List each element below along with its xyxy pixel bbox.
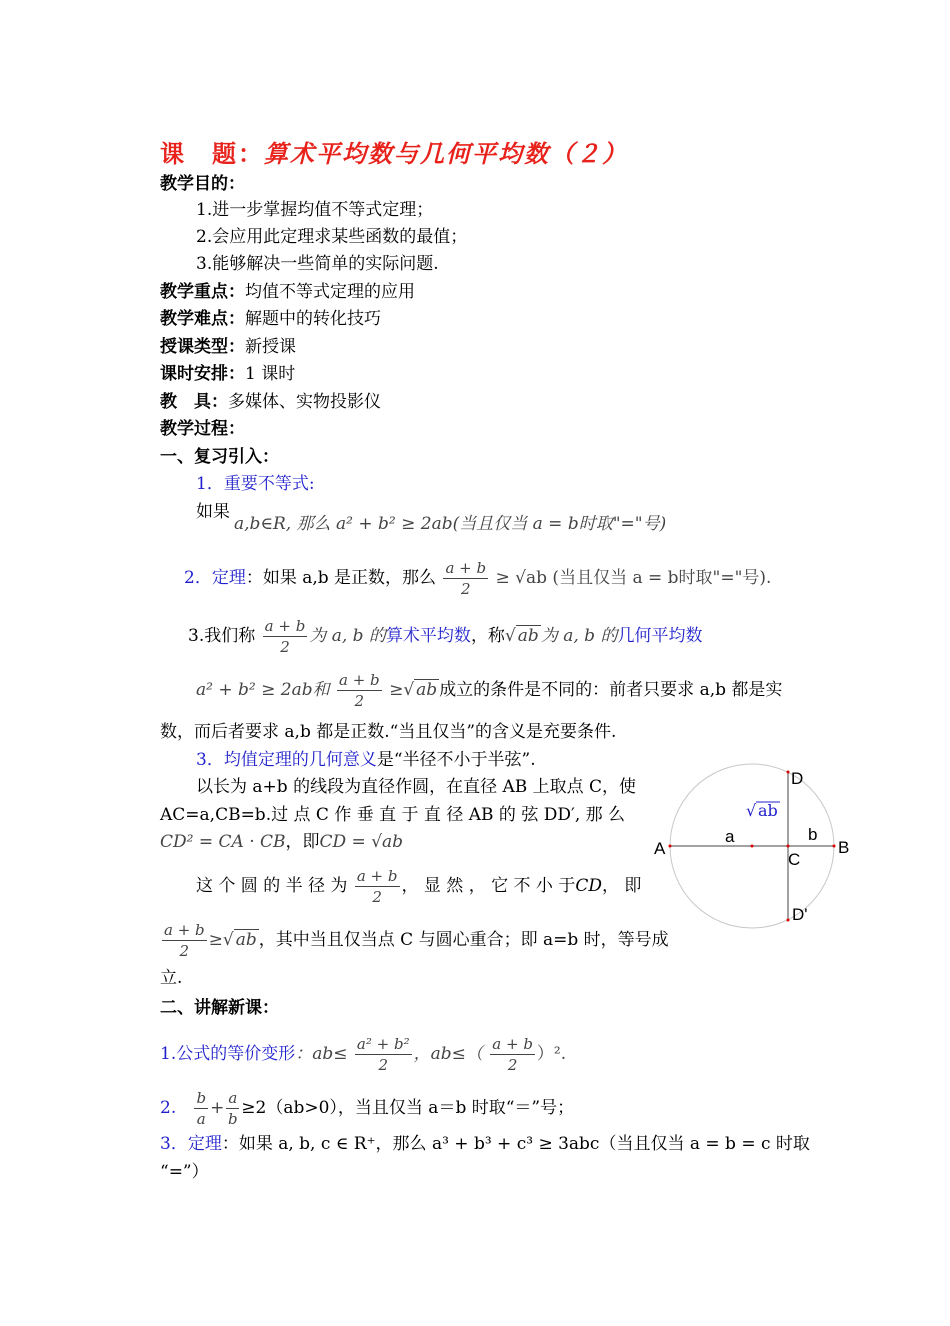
- point-b: [833, 845, 836, 848]
- meta-focus: 教学重点：均值不等式定理的应用: [160, 282, 415, 302]
- meta-tools: 教 具：多媒体、实物投影仪: [160, 392, 381, 412]
- label-b-point: B: [838, 838, 850, 857]
- s1-geo-p2: AC=a,CB=b.过 点 C 作 垂 直 于 直 径 AB 的 弦 DD′, 那 么: [160, 805, 626, 825]
- s1-geo-title: 3．均值定理的几何意义是“半径不小于半弦”.: [196, 750, 536, 770]
- point-center: [751, 845, 754, 848]
- label-d-point: D: [791, 769, 804, 788]
- s2-item3: 3．定理：如果 a, b, c ∈ R⁺，那么 a³ + b³ + c³ ≥ 3abc（当且仅当 a = b = c 时取: [160, 1134, 810, 1154]
- s1-item3: 3.我们称 $\frac{a + b}{2}$ 为 a, b 的算术平均数，称√ ab 为 a, b 的几何平均数: [188, 617, 703, 656]
- title-text: 算术平均数与几何平均数（２）: [264, 139, 628, 168]
- circle-diagram: [648, 760, 858, 940]
- objective-2: 2.会应用此定理求某些函数的最值；: [196, 227, 468, 247]
- label-sqrt-sign: √: [746, 801, 757, 820]
- label-c-point: C: [788, 850, 801, 869]
- point-dp: [787, 919, 790, 922]
- section1-heading: 一、复习引入：: [160, 447, 279, 467]
- objective-1: 1.进一步掌握均值不等式定理；: [196, 200, 434, 220]
- s1-geo-p3: CD² = CA · CB，即CD = √ab: [160, 832, 404, 852]
- s2-item3-line2: “=”）: [160, 1162, 209, 1182]
- s1-item1-title: 1．重要不等式:: [196, 474, 315, 494]
- s1-geo-p6: 立.: [160, 968, 183, 988]
- meta-difficulty: 教学难点：解题中的转化技巧: [160, 309, 381, 329]
- meta-type: 授课类型：新授课: [160, 337, 296, 357]
- label-a-segment: a: [725, 827, 735, 846]
- point-a: [669, 845, 672, 848]
- s1-condition: a² + b² ≥ 2ab和 $\frac{a + b}{2}$ ≥√ ab 成立的条件是不同的：前者只要求 a,b 都是实: [196, 671, 783, 710]
- meta-hours: 课时安排：1 课时: [160, 364, 296, 384]
- s1-item1-prefix: 如果: [196, 502, 230, 522]
- objectives-heading: 教学目的：: [160, 174, 245, 194]
- s1-item2: 2．定理：如果 a,b 是正数，那么 $\frac{a + b}{2}$ ≥ √ab (当且仅当 a = b时取"="号).: [184, 559, 772, 598]
- s1-geo-p5: $\frac{a + b}{2}$ ≥√ ab ，其中当且仅当点 C 与圆心重合；即 a=b 时，等号成: [164, 921, 669, 960]
- meta-process: 教学过程：: [160, 419, 245, 439]
- s1-geo-p1: 以长为 a+b 的线段为直径作圆，在直径 AB 上取点 C，使: [196, 777, 637, 797]
- title-label: 课 题：: [160, 139, 264, 168]
- s2-item2: 2. $\frac{b}{a}$ + $\frac{a}{b}$ ≥2（ab>0），当且仅当 a＝b 时取“＝”号；: [160, 1089, 575, 1128]
- s1-condition-line2: 数，而后者要求 a,b 都是正数.“当且仅当”的含义是充要条件.: [160, 722, 617, 742]
- label-dp-point: D': [792, 905, 808, 924]
- page-title: [160, 139, 628, 168]
- label-sqrt-ab: ab: [758, 801, 778, 820]
- s1-geo-p4: 这 个 圆 的 半 径 为 $\frac{a + b}{2}$ ， 显 然 ， 它 不 小 于CD， 即: [196, 867, 642, 906]
- s2-item1: 1.公式的等价变形：ab≤ $\frac{\text{a² + b²}}{2}$ ，ab≤（ $\frac{a + b}{2}$ ）².: [160, 1035, 567, 1074]
- objective-3: 3.能够解决一些简单的实际问题.: [196, 254, 439, 274]
- section2-heading: 二、讲解新课：: [160, 998, 279, 1018]
- label-a-point: A: [654, 839, 666, 858]
- point-d: [787, 771, 790, 774]
- point-c: [787, 845, 790, 848]
- s1-item1-formula: a,b∈R, 那么 a² + b² ≥ 2ab(当且仅当 a = b时取"="号): [234, 514, 667, 534]
- label-b-segment: b: [808, 825, 818, 844]
